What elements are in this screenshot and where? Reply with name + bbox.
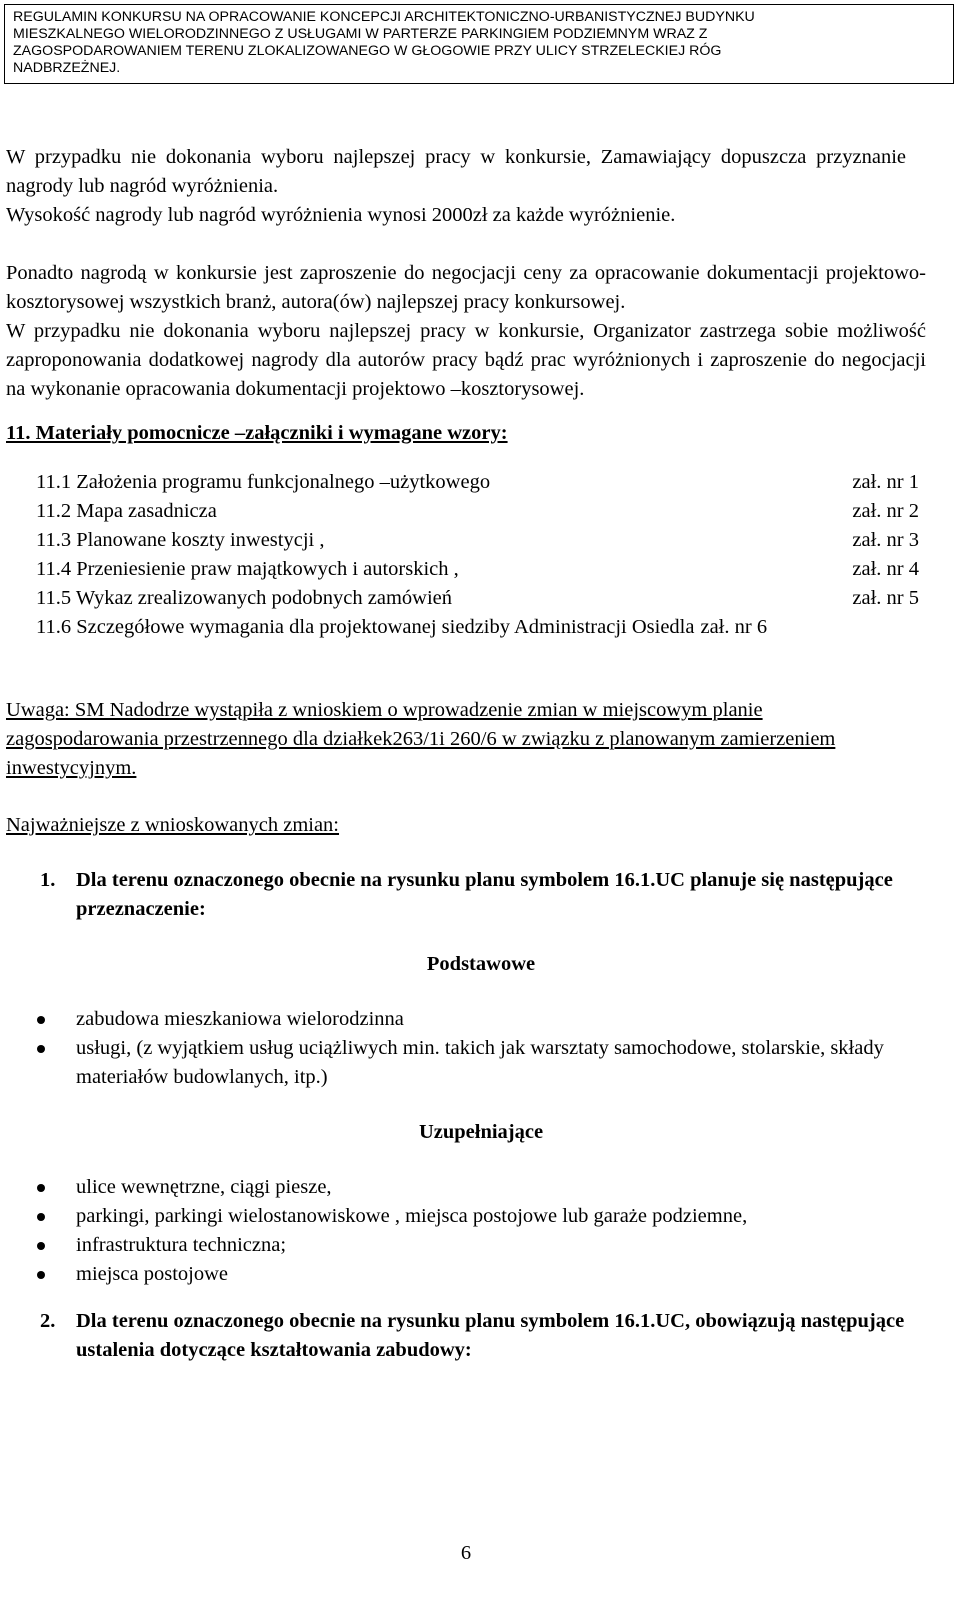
section-11-title: 11. Materiały pomocnicze –załączniki i wymagane wzory: xyxy=(6,422,508,444)
attachment-row xyxy=(36,555,919,584)
list-item xyxy=(6,1034,956,1092)
attachment-ref: zał. nr 4 xyxy=(852,558,919,580)
header-line: NADBRZEŻNEJ. xyxy=(13,60,121,76)
attachment-label: 11.1 Założenia programu funkcjonalnego –użytkowego xyxy=(36,471,491,493)
attachment-ref: zał. nr 5 xyxy=(852,587,919,609)
attachments-list xyxy=(6,468,956,642)
supplementary-use-list xyxy=(6,1173,956,1289)
paragraph-negotiation-invitation: Ponadto nagrodą w konkursie jest zaproszenie do negocjacji ceny za opracowanie dokumentacji projektowo-kosztorysowej wszystkich branż, autora(ów) najlepszej pracy konkursowej. xyxy=(6,262,926,313)
paragraph-distinction-award: W przypadku nie dokonania wyboru najlepszej pracy w konkursie, Zamawiający dopuszcza przyznanie nagrody lub nagród wyróżnienia. xyxy=(6,146,906,197)
attachment-row xyxy=(36,468,919,497)
change-item-1 xyxy=(6,866,956,924)
change-item-number: 2. xyxy=(40,1310,56,1332)
attachment-row xyxy=(36,497,919,526)
bullet-icon xyxy=(6,1231,76,1260)
attachment-label: 11.6 Szczegółowe wymagania dla projektowanej siedziby Administracji Osiedla xyxy=(36,616,695,638)
attachment-row xyxy=(36,613,919,642)
change-item-number: 1. xyxy=(40,869,56,891)
list-item xyxy=(6,1231,956,1260)
header-line: ZAGOSPODAROWANIEM TERENU ZLOKALIZOWANEGO W GŁOGOWIE PRZY ULICY STRZELECKIEJ RÓG xyxy=(13,43,722,59)
requested-changes-heading: Najważniejsze z wnioskowanych zmian: xyxy=(6,814,340,836)
supplementary-use-heading: Uzupełniające xyxy=(418,1121,544,1143)
attachment-row xyxy=(36,526,919,555)
attachment-label: 11.5 Wykaz zrealizowanych podobnych zamówień xyxy=(36,587,453,609)
attachment-label: 11.2 Mapa zasadnicza xyxy=(36,500,217,522)
list-item xyxy=(6,1260,956,1289)
list-item-text: infrastruktura techniczna; xyxy=(76,1234,287,1256)
change-item-2 xyxy=(6,1307,956,1365)
attachment-ref: zał. nr 1 xyxy=(852,471,919,493)
change-item-text: Dla terenu oznaczonego obecnie na rysunku planu symbolem 16.1.UC, obowiązują następujące ustalenia dotyczące kształtowania zabudowy: xyxy=(76,1310,905,1361)
list-item-text: parkingi, parkingi wielostanowiskowe , miejsca postojowe lub garaże podziemne, xyxy=(76,1205,748,1227)
bullet-icon xyxy=(6,1260,76,1289)
document-body xyxy=(6,143,956,1365)
bullet-icon xyxy=(6,1005,76,1034)
change-item-text: Dla terenu oznaczonego obecnie na rysunku planu symbolem 16.1.UC planuje się następujące przeznaczenie: xyxy=(76,869,893,920)
document-header xyxy=(4,4,954,84)
attachment-label: 11.4 Przeniesienie praw majątkowych i autorskich , xyxy=(36,558,459,580)
attachment-ref: zał. nr 3 xyxy=(852,529,919,551)
paragraph-additional-award: W przypadku nie dokonania wyboru najlepszej pracy w konkursie, Organizator zastrzega sobie możliwość zaproponowania dodatkowej nagrody dla autorów pracy bądź prac wyróżnionych i zaproszenie do negocjacji na wykonanie opracowania dokumentacji projektowo –kosztorysowej. xyxy=(6,320,926,400)
list-item-text: ulice wewnętrzne, ciągi piesze, xyxy=(76,1176,332,1198)
bullet-icon xyxy=(6,1173,76,1202)
zoning-change-note: Uwaga: SM Nadodrze wystąpiła z wnioskiem o wprowadzenie zmian w miejscowym planie zagospodarowania przestrzennego dla działkek263/1i 260/6 w związku z planowanym zamierzeniem inwestycyjnym. xyxy=(6,699,836,779)
header-line: MIESZKALNEGO WIELORODZINNEGO Z USŁUGAMI W PARTERZE PARKINGIEM PODZIEMNYM WRAZ Z xyxy=(13,26,708,42)
attachment-label: 11.3 Planowane koszty inwestycji , xyxy=(36,529,325,551)
attachment-row xyxy=(36,584,919,613)
page-number: 6 xyxy=(460,1542,472,1564)
bullet-icon xyxy=(6,1034,76,1092)
list-item-text: usługi, (z wyjątkiem usług uciążliwych min. takich jak warsztaty samochodowe, stolarskie, składy materiałów budowlanych, itp.) xyxy=(76,1037,884,1088)
basic-use-list xyxy=(6,1005,956,1092)
bullet-icon xyxy=(6,1202,76,1231)
basic-use-heading: Podstawowe xyxy=(426,953,536,975)
list-item-text: miejsca postojowe xyxy=(76,1263,229,1285)
paragraph-distinction-amount: Wysokość nagrody lub nagród wyróżnienia wynosi 2000zł za każde wyróżnienie. xyxy=(6,204,676,226)
list-item xyxy=(6,1202,956,1231)
attachment-ref: zał. nr 6 xyxy=(700,616,768,638)
list-item-text: zabudowa mieszkaniowa wielorodzinna xyxy=(76,1008,404,1030)
list-item xyxy=(6,1005,956,1034)
list-item xyxy=(6,1173,956,1202)
attachment-ref: zał. nr 2 xyxy=(852,500,919,522)
header-line: REGULAMIN KONKURSU NA OPRACOWANIE KONCEPCJI ARCHITEKTONICZNO-URBANISTYCZNEJ BUDYNKU xyxy=(13,9,755,25)
